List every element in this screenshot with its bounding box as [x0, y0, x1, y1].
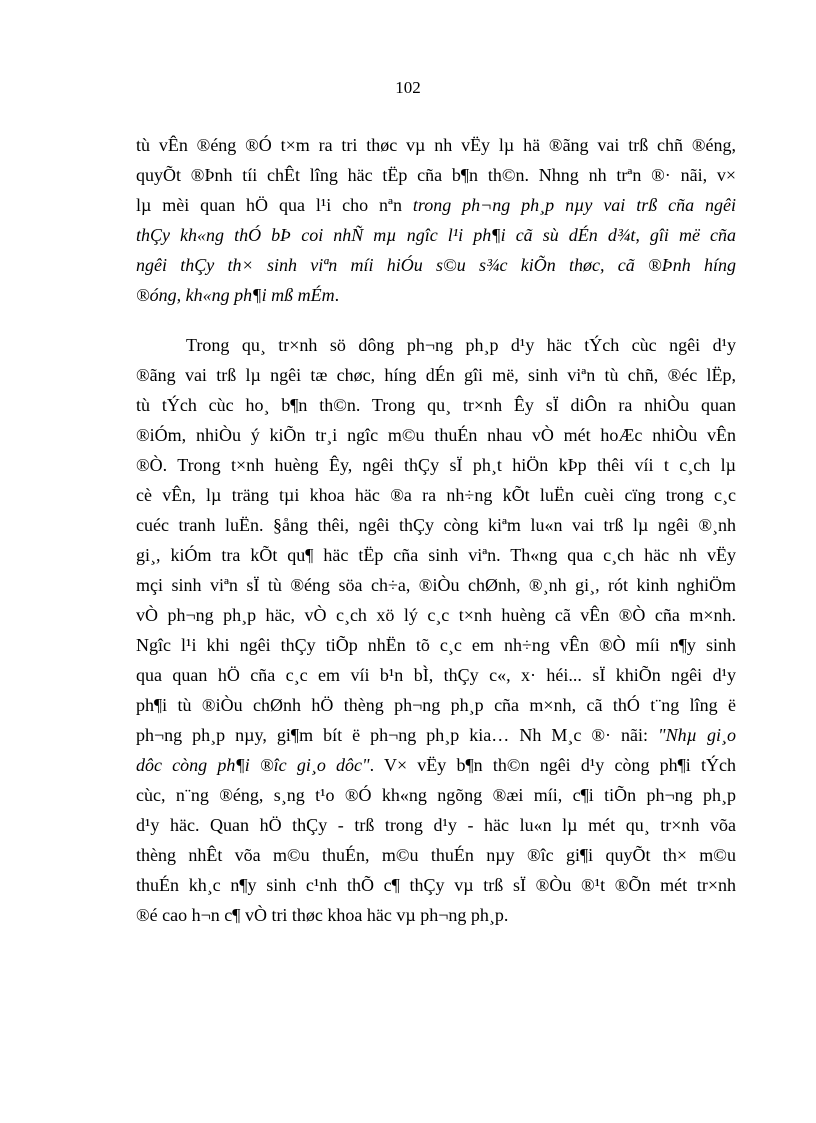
- text-run: tù vÊn ®éng ®Ó t×m ra tri thøc vµ nh vËy lµ hä ®ãng vai trß chñ ®éng,: [136, 135, 736, 155]
- text-line: [136, 660, 736, 690]
- text-run: qua quan hÖ cña c¸c em víi b¹n bÌ, thÇy c«, x· héi... sÏ khiÕn ngêi d¹y: [136, 665, 736, 685]
- text-run: cè vÊn, lµ träng tµi khoa häc ®a ra nh÷ng kÕt luËn cuèi cïng trong c¸c: [136, 485, 736, 505]
- text-run: ph¬ng ph¸p nµy, gi¶m bít ë ph¬ng ph¸p kia… Nh M¸c ®· nãi:: [136, 725, 659, 745]
- text-line: [136, 420, 736, 450]
- text-run: ®ãng vai trß lµ ngêi tæ chøc, híng dÉn gîi më, sinh viªn tù chñ, ®éc lËp,: [136, 365, 736, 385]
- text-run: mçi sinh viªn sÏ tù ®éng söa ch÷a, ®iÒu chØnh, ®¸nh gi¸, rót kinh nghiÖm: [136, 575, 736, 595]
- italic-text: "Nhµ gi¸o: [658, 725, 736, 745]
- text-line: [136, 870, 736, 900]
- text-line: [136, 390, 736, 420]
- italic-text: dôc còng ph¶i ®îc gi¸o dôc": [136, 755, 370, 775]
- text-line: [136, 600, 736, 630]
- text-run: ®Ò. Trong t×nh huèng Êy, ngêi thÇy sÏ ph¸t hiÖn kÞp thêi víi t c¸ch lµ: [136, 455, 736, 475]
- text-run: cùc, n¨ng ®éng, s¸ng t¹o ®Ó kh«ng ngõng ®æi míi, c¶i tiÕn ph¬ng ph¸p: [136, 785, 736, 805]
- text-line: [136, 250, 736, 280]
- italic-text: thÇy kh«ng thÓ bÞ coi nhÑ mµ ngîc l¹i ph¶i cã sù dÉn d¾t, gîi më cña: [136, 225, 736, 245]
- text-run: cuéc tranh luËn. §ång thêi, ngêi thÇy còng kiªm lu«n vai trß lµ ngêi ®¸nh: [136, 515, 736, 535]
- text-run: . V× vËy b¶n th©n ngêi d¹y còng ph¶i tÝch: [369, 755, 736, 775]
- text-line: [136, 510, 736, 540]
- text-run: tù tÝch cùc ho¸ b¶n th©n. Trong qu¸ tr×nh Êy sÏ diÔn ra nhiÒu quan: [136, 395, 736, 415]
- text-line: [136, 220, 736, 250]
- text-line: [136, 450, 736, 480]
- paragraph: [136, 330, 736, 930]
- text-run: d¹y häc. Quan hÖ thÇy - trß trong d¹y - häc lu«n lµ mét qu¸ tr×nh võa: [136, 815, 736, 835]
- italic-text: ngêi thÇy th× sinh viªn míi hiÓu s©u s¾c kiÕn thøc, cã ®Þnh híng: [136, 255, 736, 275]
- text-line: [136, 190, 736, 220]
- text-line: [136, 780, 736, 810]
- text-line: [136, 570, 736, 600]
- text-run: ®iÓm, nhiÒu ý kiÕn tr¸i ngîc m©u thuÉn nhau vÒ mét hoÆc nhiÒu vÊn: [136, 425, 736, 445]
- italic-text: trong ph¬ng ph¸p nµy vai trß cña ngêi: [412, 195, 736, 215]
- text-run: Trong qu¸ tr×nh sö dông ph¬ng ph¸p d¹y häc tÝch cùc ngêi d¹y: [186, 335, 736, 355]
- text-line: [136, 280, 736, 310]
- text-line: [136, 480, 736, 510]
- text-run: thuÉn kh¸c n¶y sinh c¹nh thÕ c¶ thÇy vµ trß sÏ ®Òu ®¹t ®Õn mét tr×nh: [136, 875, 736, 895]
- page-number: 102: [395, 78, 421, 97]
- text-run: thèng nhÊt võa m©u thuÉn, m©u thuÉn nµy ®îc gi¶i quyÕt th× m©u: [136, 845, 736, 865]
- text-line: [136, 720, 736, 750]
- text-line: [136, 540, 736, 570]
- text-line: [136, 160, 736, 190]
- text-line: [136, 690, 736, 720]
- text-run: Ngîc l¹i khi ngêi thÇy tiÕp nhËn tõ c¸c em nh÷ng vÊn ®Ò míi n¶y sinh: [136, 635, 736, 655]
- text-line: [136, 750, 736, 780]
- text-run: quyÕt ®Þnh tíi chÊt lîng häc tËp cña b¶n th©n. Nhng nh trªn ®· nãi, v×: [136, 165, 736, 185]
- text-line: [136, 360, 736, 390]
- text-run: .: [334, 285, 340, 305]
- text-line: [136, 900, 736, 930]
- text-line: [136, 810, 736, 840]
- text-line: [136, 630, 736, 660]
- paragraph: [136, 130, 736, 310]
- italic-text: ®óng, kh«ng ph¶i mß mÉm: [136, 285, 335, 305]
- text-run: vÒ ph¬ng ph¸p häc, vÒ c¸ch xö lý c¸c t×nh huèng cã vÊn ®Ò cña m×nh.: [136, 605, 736, 625]
- body-text: [136, 130, 736, 930]
- paragraph-gap: [136, 310, 736, 330]
- text-run: ®é cao h¬n c¶ vÒ tri thøc khoa häc vµ ph¬ng ph¸p.: [136, 905, 509, 925]
- text-line: [136, 130, 736, 160]
- text-run: gi¸, kiÓm tra kÕt qu¶ häc tËp cña sinh viªn. Th«ng qua c¸ch häc nh vËy: [136, 545, 736, 565]
- text-run: lµ mèi quan hÖ qua l¹i cho nªn: [136, 195, 413, 215]
- text-line: [136, 330, 736, 360]
- text-line: [136, 840, 736, 870]
- text-run: ph¶i tù ®iÒu chØnh hÖ thèng ph¬ng ph¸p cña m×nh, cã thÓ t¨ng lîng ë: [136, 695, 736, 715]
